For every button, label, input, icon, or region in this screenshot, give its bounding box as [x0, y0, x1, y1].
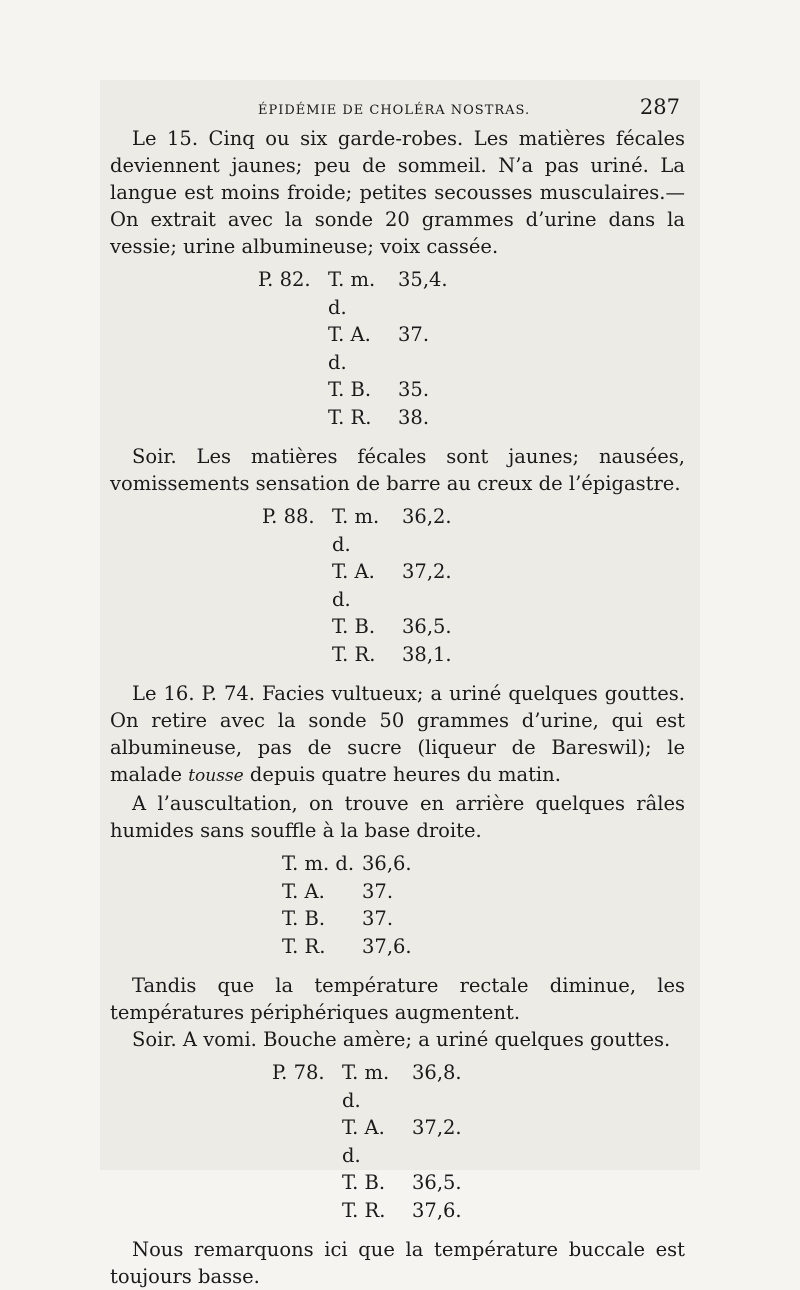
temp-value: 36,6. — [362, 852, 412, 875]
italic-word: tousse — [188, 766, 244, 786]
paragraph-auscultation: A l’auscultation, on trouve en arrière quelques râles humides sans souffle à la base droite. — [110, 792, 685, 842]
pulse-value: P. 78. — [272, 1061, 325, 1084]
pulse-value: P. 88. — [262, 505, 315, 528]
temp-label: T. R. — [342, 1198, 386, 1222]
temp-label: T. m. d. — [342, 1061, 390, 1112]
temp-label: T. R. — [332, 642, 376, 666]
temp-label: T. B. — [328, 378, 372, 401]
temp-value: 38. — [398, 405, 430, 429]
paragraph-text: depuis quatre heures du matin. — [243, 763, 561, 786]
temp-label: T. m. d. — [282, 852, 355, 875]
temp-value: 36,5. — [412, 1171, 462, 1194]
temp-value: 36,8. — [412, 1061, 462, 1084]
temp-label: T. R. — [282, 934, 326, 958]
paragraph-text: Le 16. P. 74. Facies vultueux; a uriné quelques gouttes. On retire avec la sonde 50 grammes d’urine, qui est albumineuse, pas de sucre (liqueur de Bareswil); le malade — [110, 682, 685, 786]
temp-value: 36,2. — [402, 505, 452, 528]
temp-value: 37. — [398, 323, 430, 346]
paragraph-temperature-note: Tandis que la température rectale diminue, les températures périphériques augmentent. — [110, 974, 685, 1024]
temp-label: T. A. d. — [342, 1116, 385, 1167]
temp-label: T. m. d. — [328, 268, 376, 319]
temp-label: T. B. — [332, 615, 376, 638]
temp-value: 37. — [362, 907, 394, 930]
temp-value: 37,6. — [362, 934, 412, 958]
page-header — [100, 95, 680, 125]
page-body — [110, 125, 685, 1290]
paragraph-day-15: Le 15. Cinq ou six garde-robes. Les matières fécales deviennent jaunes; peu de sommeil. N’a pas uriné. La langue est moins froide; petites secousses musculaires.— On extrait avec la sonde 20 grammes d’urine dans la vessie; urine albumineuse; voix cassée. — [110, 127, 685, 258]
temp-label: T. B. — [342, 1171, 386, 1194]
temp-value: 37,2. — [402, 560, 452, 583]
page-number: 287 — [639, 95, 680, 119]
temp-value: 35,4. — [398, 268, 448, 291]
running-title: ÉPIDÉMIE DE CHOLÉRA NOSTRAS. — [258, 103, 531, 118]
measurement-block-1 — [258, 266, 685, 431]
temp-label: T. A. d. — [332, 560, 375, 611]
temp-value: 38,1. — [402, 642, 452, 666]
temp-value: 37,2. — [412, 1116, 462, 1139]
paragraph-conclusion: Nous remarquons ici que la température buccale est toujours basse. — [110, 1238, 685, 1288]
temp-value: 35. — [398, 378, 430, 401]
temp-label: T. A. d. — [328, 323, 371, 374]
temp-value: 36,5. — [402, 615, 452, 638]
temp-value: 37,6. — [412, 1198, 462, 1222]
temp-value: 37. — [362, 879, 394, 903]
temp-label: T. m. d. — [332, 505, 380, 556]
temp-label: T. A. — [282, 879, 325, 903]
measurement-block-4 — [272, 1059, 685, 1224]
temp-label: T. R. — [328, 405, 372, 429]
pulse-value: P. 82. — [258, 268, 311, 291]
measurement-block-2 — [262, 503, 685, 668]
paragraph-day-16 — [110, 680, 685, 790]
temp-label: T. B. — [282, 907, 326, 930]
paragraph-evening-15: Soir. Les matières fécales sont jaunes; nausées, vomissements sensation de barre au creux de l’épigastre. — [110, 445, 685, 495]
paragraph-evening-16: Soir. A vomi. Bouche amère; a uriné quelques gouttes. — [132, 1028, 671, 1051]
measurement-block-3 — [276, 850, 685, 960]
